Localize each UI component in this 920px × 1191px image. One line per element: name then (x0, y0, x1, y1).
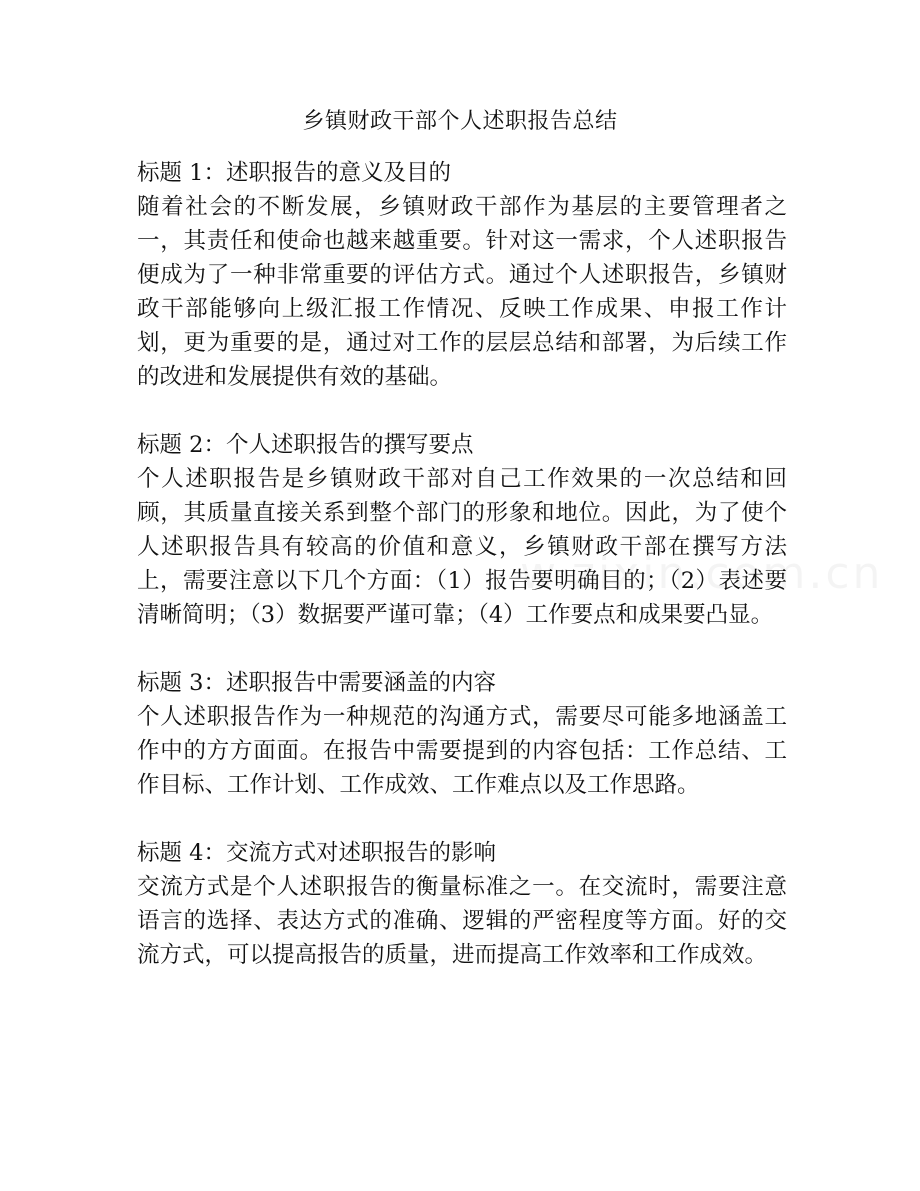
section-heading: 标题 3：述职报告中需要涵盖的内容 (137, 670, 496, 696)
section-heading: 标题 1：述职报告的意义及目的 (137, 160, 451, 186)
section-2 (137, 428, 787, 632)
document-body (137, 156, 787, 1006)
section-paragraph: 随着社会的不断发展，乡镇财政干部作为基层的主要管理者之一，其责任和使命也越来越重要。针对这一需求，个人述职报告便成为了一种非常重要的评估方式。通过个人述职报告，乡镇财政干部能够向上级汇报工作情况、反映工作成果、申报工作计划，更为重要的是，通过对工作的层层总结和部署，为后续工作的改进和发展提供有效的基础。 (137, 194, 787, 390)
section-heading: 标题 4：交流方式对述职报告的影响 (137, 840, 496, 866)
section-3 (137, 666, 787, 802)
page-title: 乡镇财政干部个人述职报告总结 (302, 109, 618, 134)
section-paragraph: 个人述职报告作为一种规范的沟通方式，需要尽可能多地涵盖工作中的方方面面。在报告中需要提到的内容包括：工作总结、工作目标、工作计划、工作成效、工作难点以及工作思路。 (137, 704, 787, 798)
section-heading: 标题 2：个人述职报告的撰写要点 (137, 432, 474, 458)
section-paragraph: 交流方式是个人述职报告的衡量标准之一。在交流时，需要注意语言的选择、表达方式的准确、逻辑的严密程度等方面。好的交流方式，可以提高报告的质量，进而提高工作效率和工作成效。 (137, 874, 787, 968)
section-4 (137, 836, 787, 972)
section-1 (137, 156, 787, 394)
section-paragraph: 个人述职报告是乡镇财政干部对自己工作效果的一次总结和回顾，其质量直接关系到整个部门的形象和地位。因此，为了使个人述职报告具有较高的价值和意义，乡镇财政干部在撰写方法上，需要注意以下几个方面：（1）报告要明确目的；（2）表述要清晰简明；（3）数据要严谨可靠；（4）工作要点和成果要凸显。 (137, 466, 787, 628)
